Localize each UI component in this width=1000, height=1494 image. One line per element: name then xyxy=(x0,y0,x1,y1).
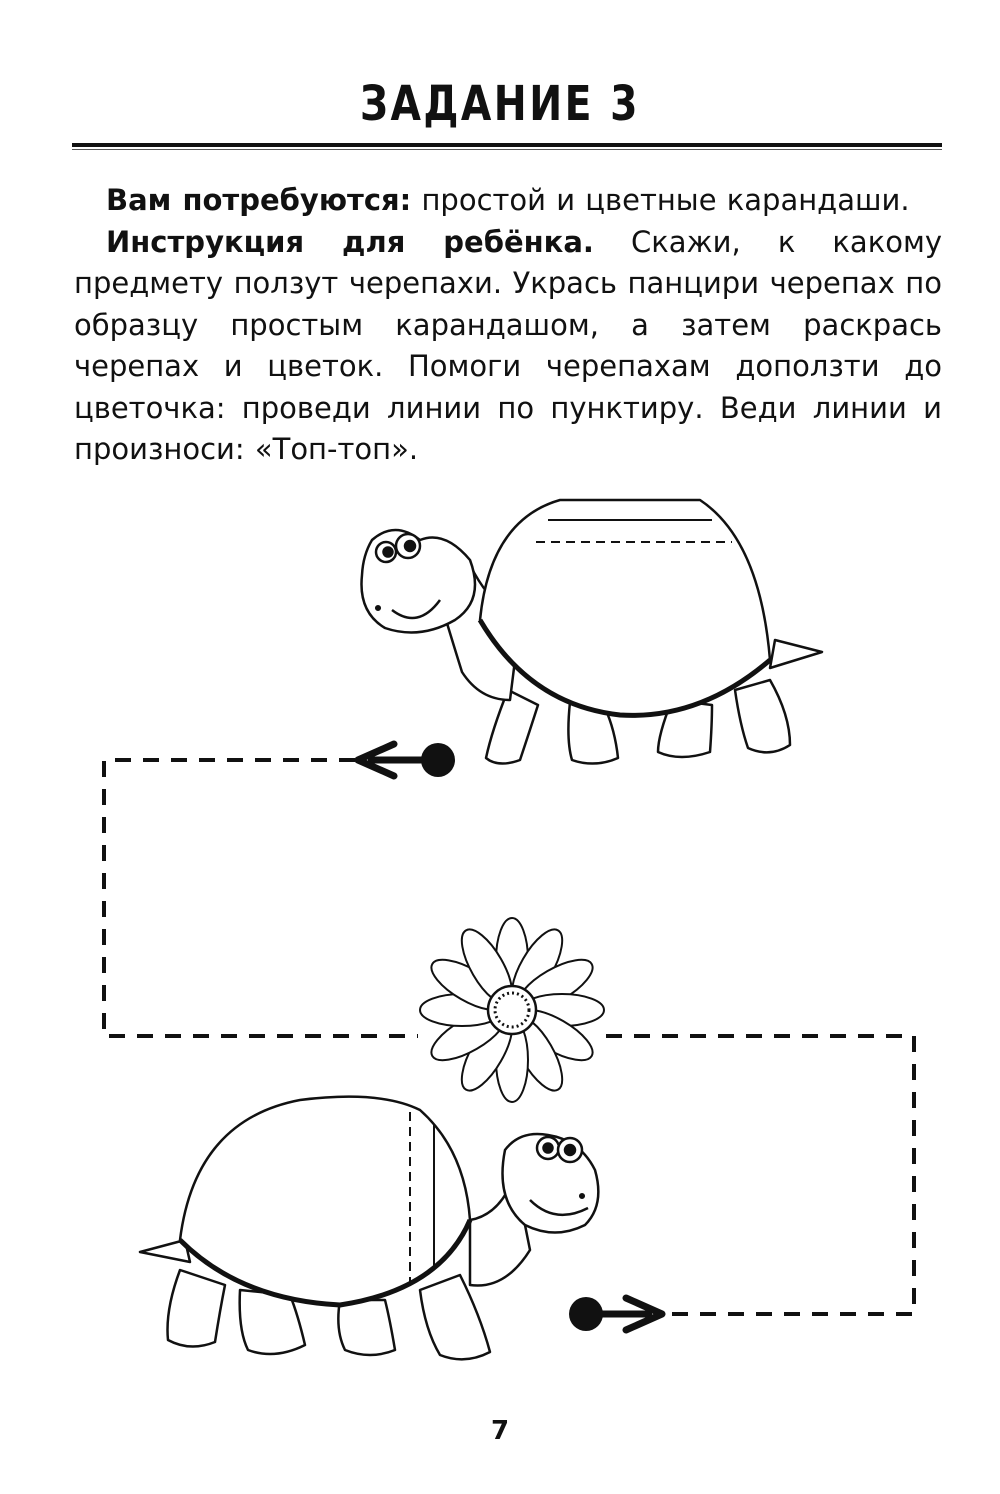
turtle-top xyxy=(361,500,822,764)
turtle-bottom-leg xyxy=(168,1270,226,1347)
dashed-path-bottom xyxy=(606,1036,914,1314)
turtle-top-shell xyxy=(480,500,770,715)
start-marker-top xyxy=(358,743,455,777)
turtle-top-leg xyxy=(486,690,538,764)
start-marker-bottom xyxy=(569,1297,662,1331)
materials-text: простой и цветные карандаши. xyxy=(421,183,910,217)
flower xyxy=(420,918,604,1102)
dashed-path-top xyxy=(104,760,418,1036)
turtle-bottom-leg xyxy=(338,1300,395,1355)
materials-label: Вам потребуются: xyxy=(106,183,412,217)
page-title: ЗАДАНИЕ 3 xyxy=(360,76,640,132)
turtle-top-tail xyxy=(770,640,822,668)
turtle-bottom-leg xyxy=(420,1275,490,1359)
instruction-text: Скажи, к какому предмету ползут черепахи. Укрась панцири черепах по образцу простым карандашом, а затем раскрась черепах и цветок. Помоги черепахам доползти до цветочка: проведи линии по пунктиру. Веди линии и произноси: «Топ-топ». xyxy=(74,224,942,466)
instruction-label: Инструкция для ребёнка. xyxy=(106,224,594,259)
turtle-bottom xyxy=(140,1097,598,1360)
turtle-top-leg xyxy=(735,680,790,752)
page-number: 7 xyxy=(490,1416,510,1446)
